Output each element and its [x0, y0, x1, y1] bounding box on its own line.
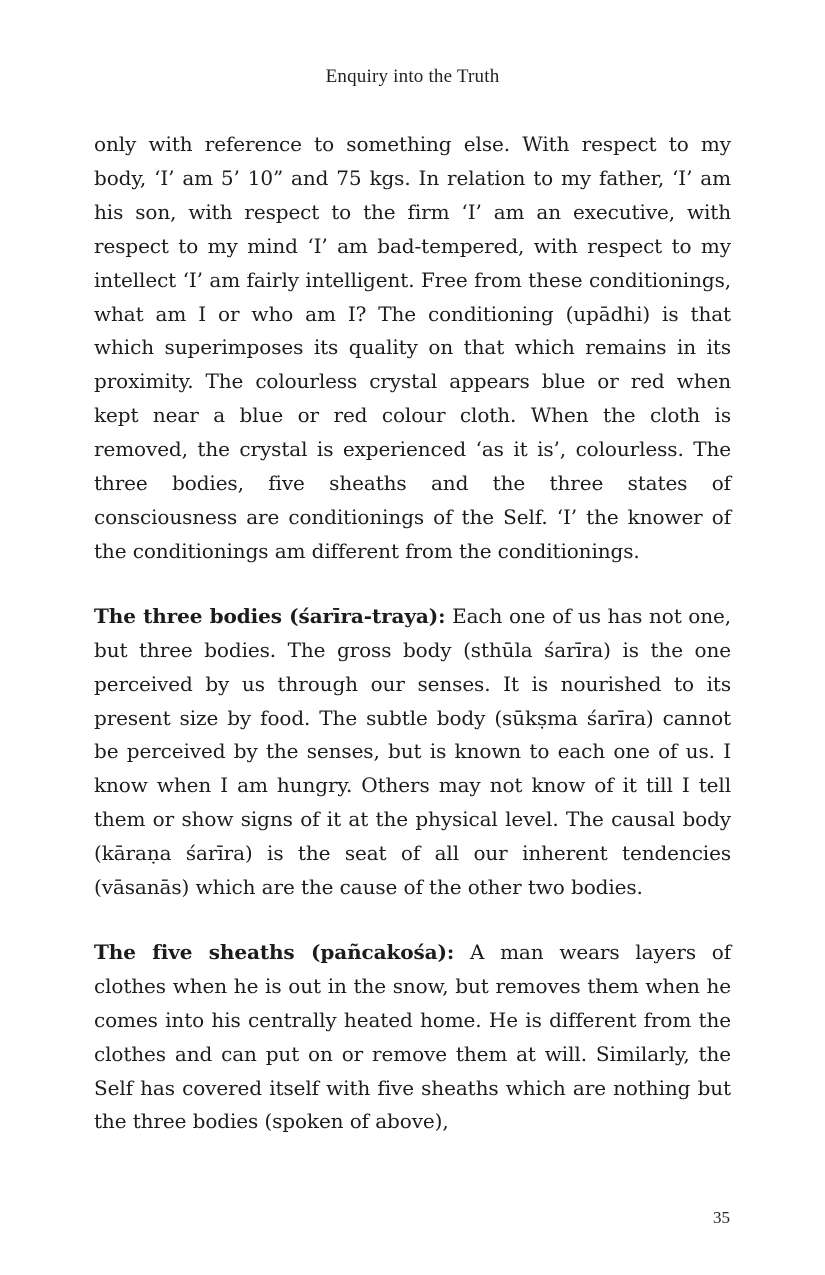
body-text: [94, 128, 731, 1139]
paragraph-text: A man wears layers of clothes when he is out in the snow, but removes them when he comes into his centrally heated home. He is different from the clothes and can put on or remove them at will. Similarly, the Self has covered itself with five sheaths which are nothing but the three bodies (spoken of above),: [94, 939, 732, 1134]
paragraph-heading: The five sheaths (pañcakośa):: [94, 939, 455, 964]
paragraph-conditionings: [94, 128, 731, 569]
paragraph-text: Each one of us has not one, but three bodies. The gross body (sthūla śarīra) is the one perceived by us through our senses. It is nourished to its present size by food. The subtle body (sūkṣma śarīra) cannot be perceived by the senses, but is known to each one of us. I know when I am hungry. Others may not know of it till I tell them or show signs of it at the physical level. The causal body (kāraṇa śarīra) is the seat of all our inherent tendencies (vāsanās) which are the cause of the other two bodies.: [94, 603, 731, 900]
page-number: 35: [713, 1208, 730, 1227]
paragraph-text: only with reference to something else. With respect to my body, ‘I’ am 5’ 10” and 75 kgs. In relation to my father, ‘I’ am his son, with respect to the firm ‘I’ am an executive, with respect to my mind ‘I’ am bad-tempered, with respect to my intellect ‘I’ am fairly intelligent. Free from these conditionings, what am I or who am I? The conditioning (upādhi) is that which superimposes its quality on that which remains in its proximity. The colourless crystal appears blue or red when kept near a blue or red colour cloth. When the cloth is removed, the crystal is experienced ‘as it is’, colourless. The three bodies, five sheaths and the three states of consciousness are conditionings of the Self. ‘I’ the knower of the conditionings am different from the conditionings.: [94, 132, 731, 563]
paragraph-three-bodies: [94, 600, 731, 905]
paragraph-five-sheaths: [94, 936, 731, 1139]
paragraph-heading: The three bodies (śarīra-traya):: [94, 603, 446, 628]
running-header: Enquiry into the Truth: [325, 66, 500, 87]
